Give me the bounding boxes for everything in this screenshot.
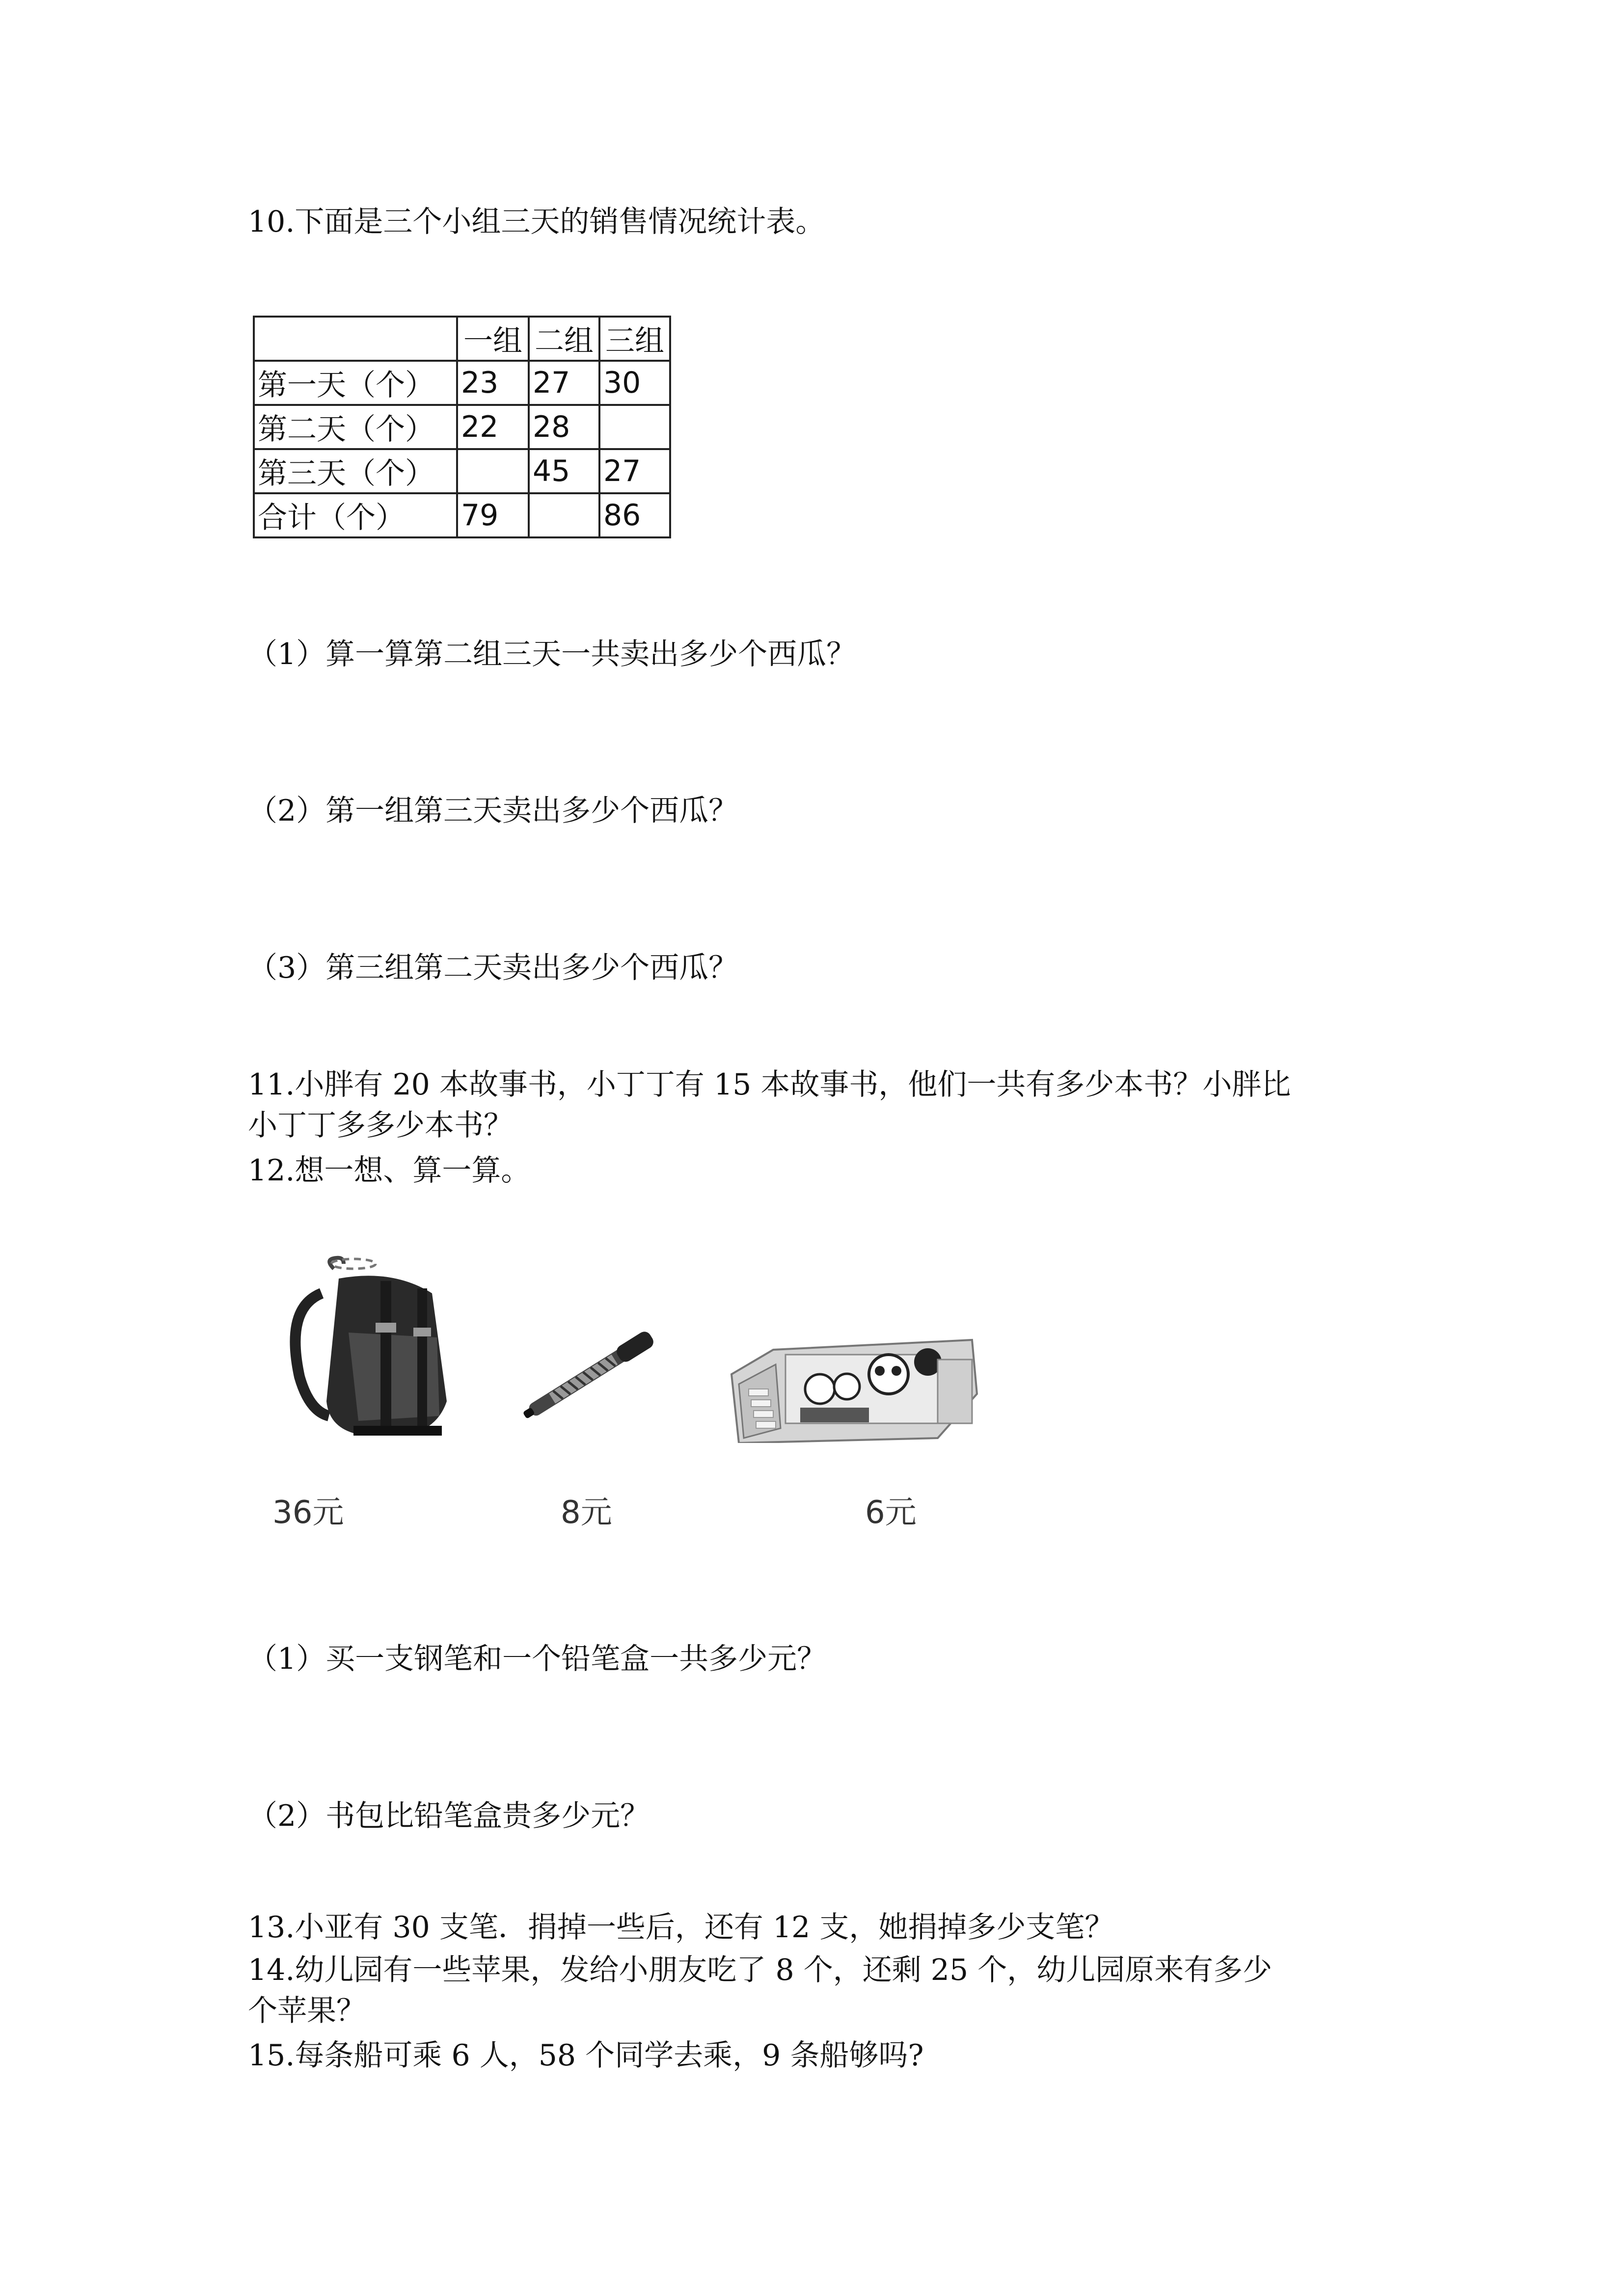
table-cell: 23: [457, 361, 529, 405]
table-header-cell: 二组: [529, 317, 599, 361]
question-14-line-1: 14.幼儿园有一些苹果，发给小朋友吃了 8 个，还剩 25 个，幼儿园原来有多少: [248, 1953, 1272, 1987]
question-12-sub-2: （2）书包比铅笔盒贵多少元？: [248, 1799, 650, 1833]
backpack-price: 36元: [272, 1495, 344, 1531]
table-header-cell: 三组: [599, 317, 670, 361]
table-cell: 22: [457, 405, 529, 449]
sales-table: [253, 316, 671, 538]
table-cell: 27: [529, 361, 599, 405]
table-cell: [529, 493, 599, 537]
question-15: 15.每条船可乘 6 人，58 个同学去乘，9 条船够吗?: [248, 2038, 924, 2073]
table-cell: 28: [529, 405, 599, 449]
table-cell: 30: [599, 361, 670, 405]
table-header-cell: [254, 317, 457, 361]
question-11-line-1: 11.小胖有 20 本故事书，小丁丁有 15 本故事书，他们一共有多少本书？小胖比: [248, 1068, 1291, 1102]
question-10-sub-3: （3）第三组第二天卖出多少个西瓜？: [248, 951, 738, 985]
table-row: [254, 493, 670, 537]
pencil-case-price: 6元: [865, 1495, 917, 1531]
question-13: 13.小亚有 30 支笔．捐掉一些后，还有 12 支，她捐掉多少支笔？: [248, 1910, 1114, 1945]
question-10-title: 10.下面是三个小组三天的销售情况统计表。: [248, 205, 825, 239]
question-11-line-2: 小丁丁多多少本书？: [248, 1108, 513, 1143]
table-row: [254, 405, 670, 449]
question-14-line-2: 个苹果？: [248, 1994, 366, 2028]
question-12-sub-1: （1）买一支钢笔和一个铅笔盒一共多少元？: [248, 1642, 827, 1676]
table-cell: 86: [599, 493, 670, 537]
question-10-sub-1: （1）算一算第二组三天一共卖出多少个西瓜？: [248, 637, 856, 671]
table-cell: [599, 405, 670, 449]
table-cell: 27: [599, 449, 670, 493]
table-cell: 第二天（个）: [254, 405, 457, 449]
question-10-sub-2: （2）第一组第三天卖出多少个西瓜？: [248, 794, 738, 828]
question-12-title: 12.想一想、算一算。: [248, 1153, 531, 1188]
table-cell: 第一天（个）: [254, 361, 457, 405]
pen-price: 8元: [561, 1495, 612, 1531]
table-row: [254, 361, 670, 405]
backpack-icon: [275, 1254, 466, 1441]
table-cell: 合计（个）: [254, 493, 457, 537]
table-header-row: [254, 317, 670, 361]
pen-icon: [511, 1315, 668, 1433]
table-cell: 第三天（个）: [254, 449, 457, 493]
table-cell: 79: [457, 493, 529, 537]
table-header-cell: 一组: [457, 317, 529, 361]
table-row: [254, 449, 670, 493]
pencil-case-icon: [727, 1320, 982, 1443]
table-cell: 45: [529, 449, 599, 493]
table-cell: [457, 449, 529, 493]
